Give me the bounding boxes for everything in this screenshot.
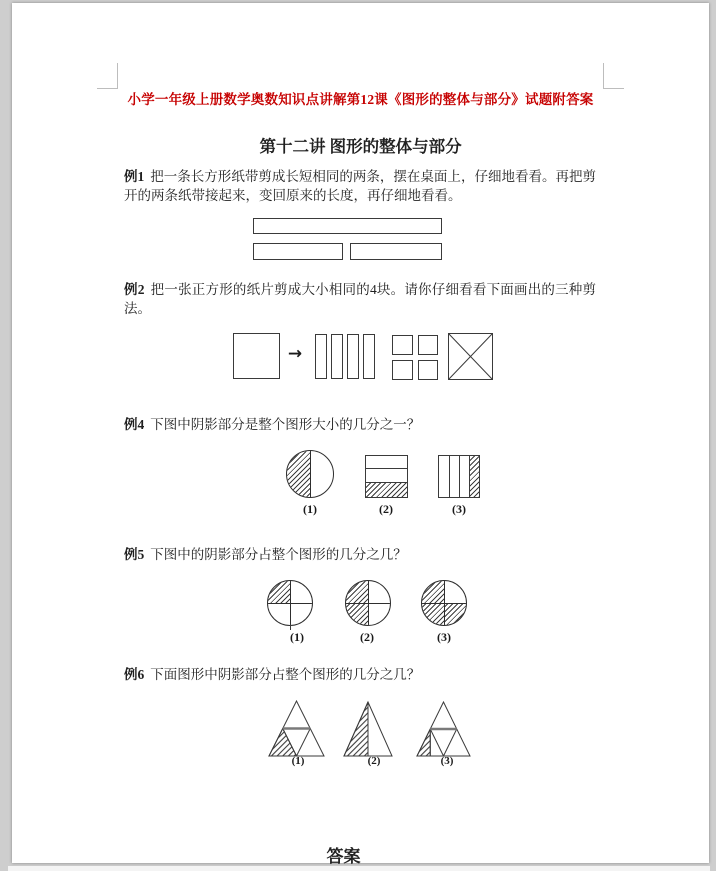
ex4-square-quarters [438,455,480,498]
example-5-label: 例5 [124,547,145,562]
ex2-grid-square-3 [392,360,413,380]
ex6-figure-label-1: (1) [291,755,305,767]
ex2-grid-square-2 [418,335,438,355]
ex4-figure-label-3: (3) [452,502,466,516]
example-1-label: 例1 [124,169,145,184]
ex2-strip-3 [347,334,359,379]
ex2-grid-square-4 [418,360,438,380]
document-title: 小学一年级上册数学奥数知识点讲解第12课《图形的整体与部分》试题附答案 [127,92,594,107]
ex4-circle-half-shaded [286,450,334,498]
ex6-triangle-eighth-shaded [416,701,471,757]
answer-heading: 答案 [326,847,361,866]
ex4-figure-label-1: (1) [303,502,317,516]
ex2-strip-1 [315,334,327,379]
margin-crop-mark-left [97,63,118,89]
ex5-figure-label-1: (1) [290,630,304,644]
ex6-triangle-half-shaded [343,701,393,757]
ex1-whole-strip [253,218,442,234]
example-2-label: 例2 [124,282,145,297]
ex2-grid-square-1 [392,335,413,355]
example-4-paragraph [124,416,596,435]
example-4-label: 例4 [124,417,145,432]
ex5-circle-two-quarters [345,580,391,626]
ex5-figure-label-3: (3) [437,630,451,644]
example-6-paragraph [124,666,596,685]
example-5-paragraph [124,546,596,565]
example-4-text: 下图中阴影部分是整个图形大小的几分之一？ [150,417,421,432]
example-6-text: 下面图形中阴影部分占整个图形的几分之几？ [150,667,421,682]
example-6-label: 例6 [124,667,145,682]
ex5-figure-label-2: (2) [360,630,374,644]
ex2-x-square [448,333,493,380]
example-2-text: 把一张正方形的纸片剪成大小相同的4块。请你仔细看看下面画出的三种剪法。 [124,282,597,316]
ex2-strip-2 [331,334,343,379]
ex1-half-strip-right [350,243,442,260]
example-1-text: 把一条长方形纸带剪成长短相同的两条，摆在桌面上，仔细地看看。再把剪开的两条纸带接起来，变回原来的长度，再仔细地看看。 [124,169,597,203]
ex2-square [233,333,280,379]
ex4-rect-thirds [365,455,408,498]
example-2-paragraph [124,281,596,318]
ex2-strip-4 [363,334,375,379]
margin-crop-mark-right [603,63,624,89]
ex5-circle-one-quarter [267,580,313,626]
example-1-paragraph [124,168,596,205]
ex6-figure-label-3: (3) [440,755,454,767]
ex4-figure-label-2: (2) [379,502,393,516]
ex1-half-strip-left [253,243,343,260]
ex5-circle-three-quarters [421,580,467,626]
arrow-right-icon: → [287,344,303,364]
lesson-heading: 第十二讲 图形的整体与部分 [259,137,462,156]
ex6-triangle-quarter-shaded [268,700,325,757]
ex6-figure-label-2: (2) [367,755,381,767]
example-5-text: 下图中的阴影部分占整个图形的几分之几？ [150,547,407,562]
